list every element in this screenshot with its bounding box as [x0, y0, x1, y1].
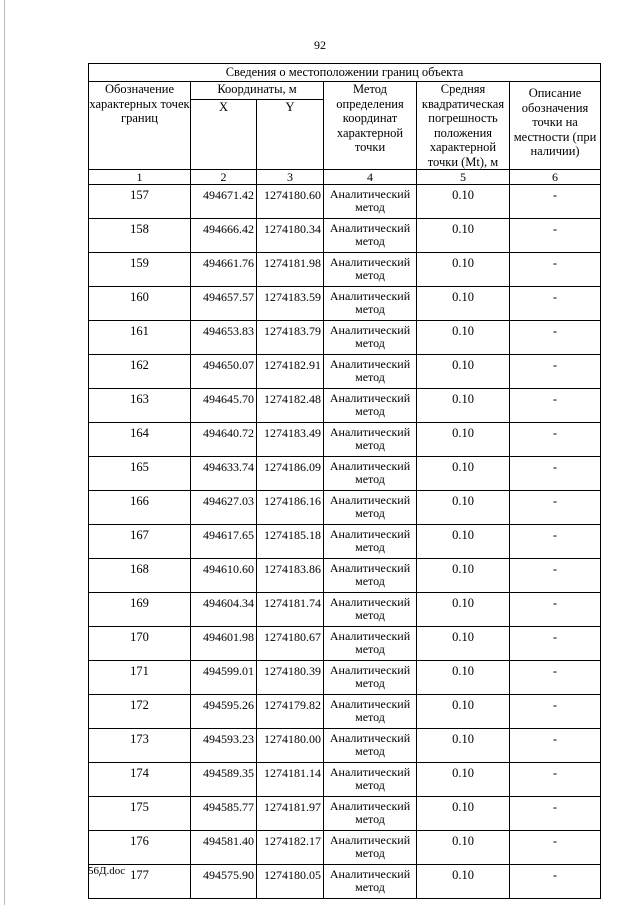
table-row [89, 457, 601, 491]
description: - [510, 525, 601, 559]
error-value: 0.10 [417, 797, 510, 831]
coord-y: 1274182.48 [257, 389, 324, 423]
description: - [510, 287, 601, 321]
description: - [510, 491, 601, 525]
coord-x: 494661.76 [191, 253, 257, 287]
description: - [510, 729, 601, 763]
error-value: 0.10 [417, 729, 510, 763]
point-id: 175 [89, 797, 191, 831]
point-id: 167 [89, 525, 191, 559]
footer-filename: 56Д.doc [88, 865, 126, 877]
column-number: 1 [89, 170, 191, 185]
method: Аналитический метод [324, 593, 417, 627]
table-row [89, 695, 601, 729]
method: Аналитический метод [324, 831, 417, 865]
point-id: 168 [89, 559, 191, 593]
description: - [510, 797, 601, 831]
error-value: 0.10 [417, 185, 510, 219]
table-row [89, 729, 601, 763]
method: Аналитический метод [324, 423, 417, 457]
description: - [510, 865, 601, 899]
coord-y: 1274186.16 [257, 491, 324, 525]
boundary-coordinates-table [88, 63, 601, 899]
header-method: Метод определения координат характерной точки [324, 82, 417, 170]
header-y: Y [257, 100, 324, 170]
method: Аналитический метод [324, 185, 417, 219]
description: - [510, 253, 601, 287]
error-value: 0.10 [417, 627, 510, 661]
error-value: 0.10 [417, 491, 510, 525]
description: - [510, 627, 601, 661]
table-row [89, 661, 601, 695]
coord-y: 1274183.86 [257, 559, 324, 593]
coord-y: 1274180.39 [257, 661, 324, 695]
point-id: 161 [89, 321, 191, 355]
method: Аналитический метод [324, 525, 417, 559]
table-row [89, 763, 601, 797]
table-row [89, 559, 601, 593]
coord-y: 1274183.49 [257, 423, 324, 457]
table-row [89, 219, 601, 253]
error-value: 0.10 [417, 287, 510, 321]
method: Аналитический метод [324, 457, 417, 491]
header-coordinates: Координаты, м [191, 82, 324, 100]
coord-x: 494604.34 [191, 593, 257, 627]
point-id: 172 [89, 695, 191, 729]
description: - [510, 593, 601, 627]
method: Аналитический метод [324, 729, 417, 763]
coord-y: 1274182.91 [257, 355, 324, 389]
description: - [510, 423, 601, 457]
coord-y: 1274180.00 [257, 729, 324, 763]
point-id: 164 [89, 423, 191, 457]
error-value: 0.10 [417, 695, 510, 729]
method: Аналитический метод [324, 491, 417, 525]
point-id: 165 [89, 457, 191, 491]
method: Аналитический метод [324, 763, 417, 797]
description: - [510, 831, 601, 865]
coord-x: 494640.72 [191, 423, 257, 457]
error-value: 0.10 [417, 457, 510, 491]
coord-y: 1274180.34 [257, 219, 324, 253]
column-number: 6 [510, 170, 601, 185]
header-point-designation: Обозначение характерных точек границ [89, 82, 191, 170]
coord-y: 1274185.18 [257, 525, 324, 559]
coord-x: 494593.23 [191, 729, 257, 763]
method: Аналитический метод [324, 355, 417, 389]
table-row [89, 355, 601, 389]
coord-x: 494633.74 [191, 457, 257, 491]
table-row [89, 865, 601, 899]
coord-x: 494601.98 [191, 627, 257, 661]
table-row [89, 797, 601, 831]
coord-y: 1274183.79 [257, 321, 324, 355]
description: - [510, 185, 601, 219]
coord-x: 494589.35 [191, 763, 257, 797]
column-number: 4 [324, 170, 417, 185]
method: Аналитический метод [324, 797, 417, 831]
coord-x: 494595.26 [191, 695, 257, 729]
column-number-row [89, 170, 601, 185]
table-row [89, 627, 601, 661]
error-value: 0.10 [417, 831, 510, 865]
error-value: 0.10 [417, 389, 510, 423]
description: - [510, 219, 601, 253]
method: Аналитический метод [324, 559, 417, 593]
coord-y: 1274183.59 [257, 287, 324, 321]
error-value: 0.10 [417, 525, 510, 559]
error-value: 0.10 [417, 423, 510, 457]
table-row [89, 593, 601, 627]
point-id: 166 [89, 491, 191, 525]
header-x: X [191, 100, 257, 170]
coord-x: 494627.03 [191, 491, 257, 525]
description: - [510, 355, 601, 389]
coord-x: 494657.57 [191, 287, 257, 321]
coord-x: 494653.83 [191, 321, 257, 355]
method: Аналитический метод [324, 287, 417, 321]
point-id: 162 [89, 355, 191, 389]
error-value: 0.10 [417, 355, 510, 389]
description: - [510, 389, 601, 423]
point-id: 171 [89, 661, 191, 695]
coord-y: 1274181.97 [257, 797, 324, 831]
error-value: 0.10 [417, 219, 510, 253]
error-value: 0.10 [417, 763, 510, 797]
error-value: 0.10 [417, 559, 510, 593]
method: Аналитический метод [324, 389, 417, 423]
coord-x: 494645.70 [191, 389, 257, 423]
column-number: 2 [191, 170, 257, 185]
coord-x: 494575.90 [191, 865, 257, 899]
table-row [89, 831, 601, 865]
coord-y: 1274179.82 [257, 695, 324, 729]
coord-x: 494671.42 [191, 185, 257, 219]
coord-y: 1274182.17 [257, 831, 324, 865]
table-row [89, 491, 601, 525]
table-row [89, 423, 601, 457]
point-id: 169 [89, 593, 191, 627]
coord-y: 1274186.09 [257, 457, 324, 491]
coord-x: 494610.60 [191, 559, 257, 593]
column-number: 3 [257, 170, 324, 185]
error-value: 0.10 [417, 593, 510, 627]
coord-y: 1274180.60 [257, 185, 324, 219]
error-value: 0.10 [417, 865, 510, 899]
table-title: Сведения о местоположении границ объекта [89, 64, 601, 82]
method: Аналитический метод [324, 661, 417, 695]
page-margin-line [4, 0, 5, 905]
description: - [510, 457, 601, 491]
description: - [510, 695, 601, 729]
table-row [89, 185, 601, 219]
coord-y: 1274181.74 [257, 593, 324, 627]
point-id: 160 [89, 287, 191, 321]
header-error: Средняя квадратическая погрешность положения характерной точки (Mt), м [417, 82, 510, 170]
error-value: 0.10 [417, 661, 510, 695]
coord-y: 1274180.05 [257, 865, 324, 899]
point-id: 159 [89, 253, 191, 287]
point-id: 170 [89, 627, 191, 661]
table-row [89, 287, 601, 321]
table-row [89, 253, 601, 287]
method: Аналитический метод [324, 695, 417, 729]
method: Аналитический метод [324, 865, 417, 899]
header-description: Описание обозначения точки на местности (при наличии) [510, 82, 601, 170]
coord-x: 494617.65 [191, 525, 257, 559]
coord-x: 494650.07 [191, 355, 257, 389]
point-id: 173 [89, 729, 191, 763]
table-row [89, 525, 601, 559]
method: Аналитический метод [324, 321, 417, 355]
point-id: 158 [89, 219, 191, 253]
table-row [89, 389, 601, 423]
coord-x: 494599.01 [191, 661, 257, 695]
page-number: 92 [314, 38, 326, 52]
coord-y: 1274181.98 [257, 253, 324, 287]
description: - [510, 559, 601, 593]
method: Аналитический метод [324, 627, 417, 661]
method: Аналитический метод [324, 219, 417, 253]
point-id: 163 [89, 389, 191, 423]
point-id: 177 [89, 865, 191, 899]
point-id: 174 [89, 763, 191, 797]
error-value: 0.10 [417, 253, 510, 287]
coord-x: 494666.42 [191, 219, 257, 253]
column-number: 5 [417, 170, 510, 185]
description: - [510, 321, 601, 355]
coord-y: 1274180.67 [257, 627, 324, 661]
point-id: 157 [89, 185, 191, 219]
table-row [89, 321, 601, 355]
error-value: 0.10 [417, 321, 510, 355]
method: Аналитический метод [324, 253, 417, 287]
coord-x: 494581.40 [191, 831, 257, 865]
point-id: 176 [89, 831, 191, 865]
coord-y: 1274181.14 [257, 763, 324, 797]
description: - [510, 661, 601, 695]
description: - [510, 763, 601, 797]
coord-x: 494585.77 [191, 797, 257, 831]
